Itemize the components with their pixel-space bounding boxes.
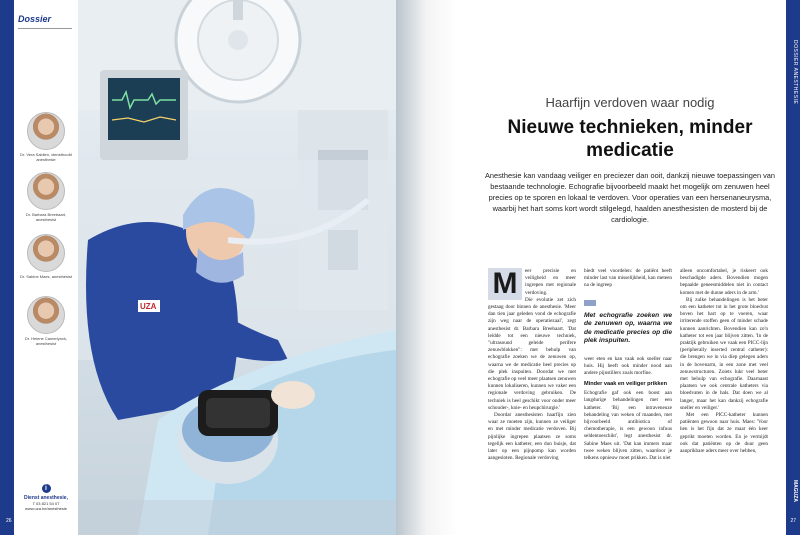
drop-cap: M bbox=[488, 268, 522, 300]
strip-section-text: DOSSIER ANESTHESIE bbox=[792, 40, 798, 105]
expert-caption: Dr. Vera Saldien, diensthoofd anesthesie bbox=[20, 152, 72, 162]
expert-caption: Dr. Helene Camerlynck, anesthesist bbox=[24, 336, 68, 346]
expert-caption: Dr. Barbara Breebaart, anesthesist bbox=[25, 212, 67, 222]
pull-quote-text: Met echografie zoeken we de zenuwen op, waarna we de medicatie precies op die plek inspuiten. bbox=[584, 311, 672, 345]
article-kicker: Haarfijn verdoven waar nodig bbox=[545, 95, 715, 110]
body-paragraph: Doordat anesthesisten haarfijn zien waar ze moeten zijn, kunnen ze veiliger en met minder medicatie verdoven. Bij pijnlijke ingrepen plaatsen ze soms tegelijk een katheter, een dun buisje, dat later op een pijnpomp kan worden aangesloten. Regionale verdoving bbox=[488, 412, 576, 462]
body-column-2 bbox=[584, 268, 672, 523]
body-paragraph: weer eten en kan vaak ook sneller naar huis. Hij heeft ook minder nood aan andere pijnstillers zoals morfine. bbox=[584, 355, 672, 377]
pull-quote bbox=[584, 312, 672, 346]
info-icon: i bbox=[42, 484, 51, 493]
contact-url: www.uza.be/anesthesie bbox=[24, 506, 68, 511]
scrubs-badge: UZA bbox=[140, 302, 157, 311]
strip-brand: MAGUZA bbox=[792, 480, 798, 502]
expert-portrait bbox=[27, 112, 65, 150]
body-paragraph: Die evolutie zet zich gestaag door binnen de anesthesie. 'Meer dan tien jaar geleden vond de echografie zijn weg naar de operatiezaal', zegt anesthesist dr. Barbara Breebaart. 'Dat leidde tot een nieuwe techniek, "ultrasound geleide perifere zenuwblokken": met behulp van echografie zoeken we de zenuwen op, waarna we de medicatie heel precies op die plek inspuiten. Doordat we met echografie op veel meer plaatsen zenuwen kunnen lokaliseren, kunnen we vaker een regionale verdoving gebruiken. De techniek is heel geschikt voor onder meer schouder-, knie- en heupchirurgie.' bbox=[488, 296, 576, 411]
expert-caption: Dr. Sabine Maes, anesthesist bbox=[19, 274, 73, 279]
page-number-right: 27 bbox=[790, 518, 796, 524]
expert-card bbox=[14, 172, 78, 222]
body-column-3 bbox=[680, 268, 768, 523]
section-subhead: Minder vaak en veiliger prikken bbox=[584, 381, 668, 388]
left-page bbox=[0, 0, 396, 535]
contact-info-box bbox=[16, 484, 76, 511]
expert-card bbox=[14, 234, 78, 279]
body-paragraph: biedt veel voordelen: de patiënt heeft minder last van misselijkheid, kan meteen na de ingreep bbox=[584, 268, 672, 289]
expert-portrait bbox=[27, 172, 65, 210]
section-rule bbox=[18, 28, 72, 29]
article-body bbox=[488, 268, 768, 523]
expert-card bbox=[14, 296, 78, 346]
right-page bbox=[458, 0, 800, 535]
left-edge-strip bbox=[0, 0, 14, 535]
body-paragraph: alleen oncomfortabel, je riskeert ook beschadigde aders. Bovendien mogen bepaalde geneesmiddelen niet in contact komen met de dunne aders in de arm.' bbox=[680, 268, 768, 296]
contact-phone: T 03 821 54 07 bbox=[32, 501, 60, 506]
body-paragraph: Echografie gaf ook een boost aan langdurige behandelingen met een katheter. 'Bij een intraveneuze behandeling van weken of maanden, met bijvoorbeeld antibiotica of chemotherapie, is een gewoon infuus seldentoeschikt', legt anesthesist dr. Sabine Maes uit. 'Dat kan immers maar twee weken blijven zitten, waardoor je telkens opnieuw moet prikken. Dat is niet bbox=[584, 390, 672, 462]
contact-title: Dienst anesthesie, bbox=[24, 495, 68, 501]
body-paragraph: Bij zulke behandelingen is het beter om een katheter tot in het grote bloedvat boven het hart op te voeren, waar irriterende stoffen geen of minder schade kunnen aanrichten. Bovendien kan zo'n katheter tot een jaar blijven zitten. 'In de praktijk gebruiken we vaak een PICC-lijn (peripherally inserted central catheter): die brengen we in via diep gelegen aders in de bovenarm, in een zone met veel zenuwstructuren. Zoiets lukt veel beter met behulp van echografie. Daarnaast plaatsen we ook centrale katheters via bloedvaten in de hals. Dat doen we al langer, maar het kan dankzij echografie sneller en veiliger.' bbox=[680, 296, 768, 411]
article-lead: Anesthesie kan vandaag veiliger en preciezer dan ooit, dankzij nieuwe toepassingen van bestaande technologie. Echografie bijvoorbeeld maakt het mogelijk om zenuwen heel precies op te sporen en lokaal te verdoven. Voor operaties van een hersenaneurysma, waarbij het hart soms kort wordt stilgelegd, haalden anesthesisten de mosterd bij de cardiologie. bbox=[484, 171, 776, 224]
body-paragraph: eer precisie en veiligheid en meer ingrepen met regionale verdoving. bbox=[525, 268, 576, 296]
spread-gutter bbox=[396, 0, 458, 535]
section-label: Dossier bbox=[18, 14, 52, 24]
expert-portrait bbox=[27, 234, 65, 272]
body-paragraph: Met een PICC-katheter kunnen patiënten gewoon naar huis. Maes: 'Voor hen is het fijn dat ze maar één keer geprikt moeten worden. En je vermijdt ook dat patiënten op de duur geen aanprikbare aders meer over hebben, bbox=[680, 412, 768, 455]
pull-quote-mark bbox=[584, 300, 596, 306]
article-headline: Nieuwe technieken, minder medicatie bbox=[507, 117, 753, 161]
hero-photo bbox=[78, 0, 396, 535]
expert-portrait bbox=[27, 296, 65, 334]
page-number-left: 26 bbox=[6, 518, 12, 524]
operating-room-illustration bbox=[78, 0, 396, 535]
body-column-1 bbox=[488, 268, 576, 523]
expert-card bbox=[14, 112, 78, 162]
